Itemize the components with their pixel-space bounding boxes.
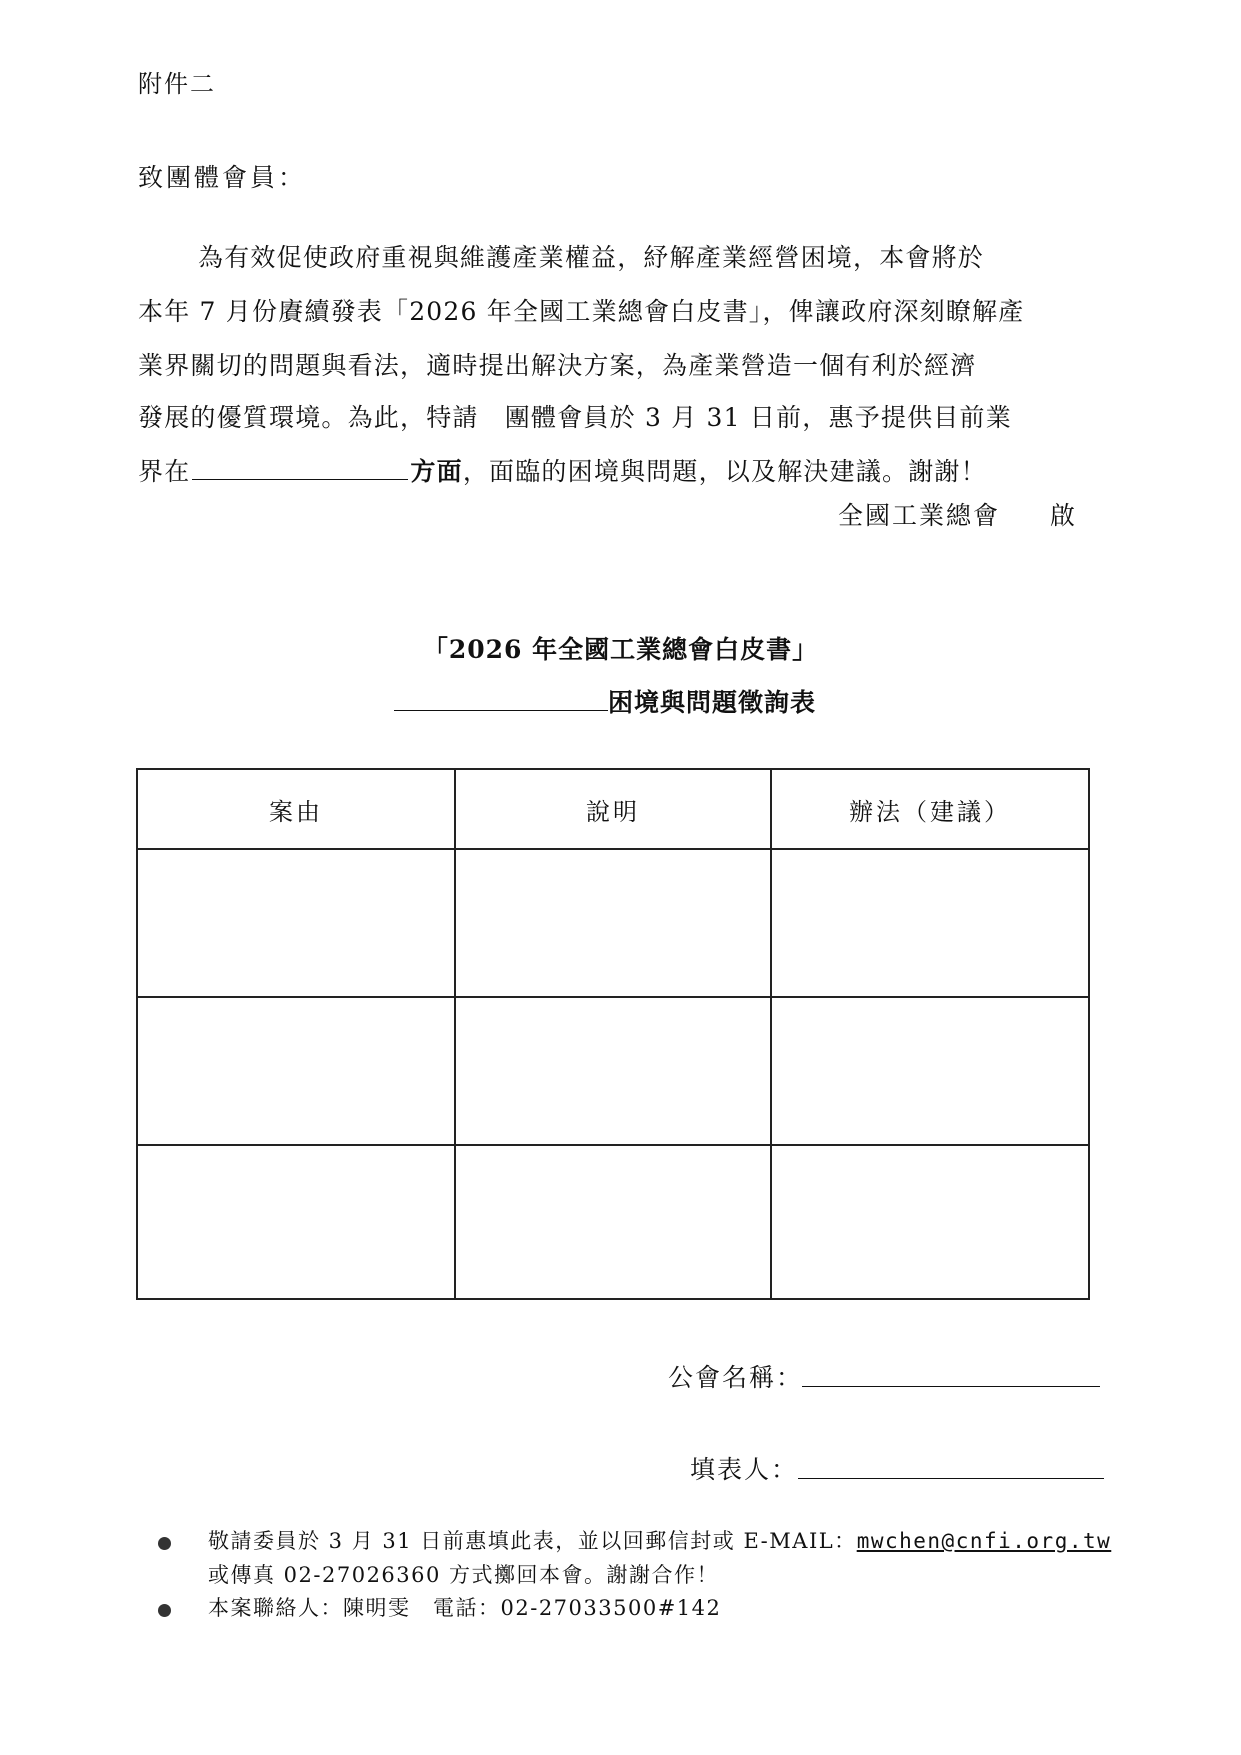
bullet-icon	[158, 1537, 171, 1550]
filler-field[interactable]	[798, 1478, 1104, 1479]
form-title: 「2026 年全國工業總會白皮書」	[422, 635, 819, 664]
note-1-line-2: 或傳真 02-27026360 方式擲回本會。謝謝合作！	[208, 1563, 720, 1587]
table-cell[interactable]	[456, 998, 770, 1144]
table-cell[interactable]	[456, 1146, 770, 1296]
table-cell[interactable]	[138, 850, 454, 996]
table-cell[interactable]	[456, 850, 770, 996]
filler-label: 填表人：	[690, 1455, 799, 1484]
table-cell[interactable]	[138, 1146, 454, 1296]
table-cell[interactable]	[138, 998, 454, 1144]
letter-line-5-suffix: ，面臨的困境與問題，以及解決建議。謝謝！	[462, 457, 987, 486]
bullet-icon	[158, 1604, 171, 1617]
salutation: 致團體會員：	[138, 163, 307, 192]
header-solution: 辦法（建議）	[849, 797, 1011, 826]
table-cell[interactable]	[772, 998, 1088, 1144]
table-cell[interactable]	[772, 850, 1088, 996]
signature-close: 啟	[1050, 501, 1078, 530]
table-cell[interactable]	[772, 1146, 1088, 1296]
letter-line-1: 為有效促使政府重視與維護產業權益，紓解產業經營困境，本會將於	[198, 243, 985, 272]
form-subtitle	[394, 683, 816, 719]
letter-line-4: 發展的優質環境。為此，特請 團體會員於 3 月 31 日前，惠予提供目前業	[138, 403, 1012, 432]
letter-line-3: 業界關切的問題與看法，適時提出解決方案，為產業營造一個有利於經濟	[138, 351, 977, 380]
association-name-label: 公會名稱：	[668, 1363, 804, 1392]
note-2: 本案聯絡人：陳明雯 電話：02-27033500#142	[208, 1596, 722, 1620]
industry-blank[interactable]	[192, 457, 408, 480]
header-cause: 案由	[269, 797, 323, 826]
note-1-text: 敬請委員於 3 月 31 日前惠填此表，並以回郵信封或 E-MAIL：	[208, 1529, 857, 1553]
association-name-field[interactable]	[802, 1386, 1100, 1387]
letter-line-5	[138, 452, 987, 488]
form-subtitle-text: 困境與問題徵詢表	[608, 688, 817, 717]
subtitle-blank[interactable]	[394, 688, 608, 711]
note-1-line-1	[208, 1525, 1111, 1555]
letter-line-5-prefix: 界在	[138, 457, 191, 486]
letter-line-5-aspect: 方面	[410, 457, 463, 486]
signature	[838, 496, 1077, 532]
attachment-label: 附件二	[138, 70, 216, 98]
inquiry-table	[136, 768, 1090, 1300]
email-link[interactable]: mwchen@cnfi.org.tw	[856, 1529, 1112, 1553]
letter-line-2: 本年 7 月份賡續發表「2026 年全國工業總會白皮書」，俾讓政府深刻瞭解產	[138, 297, 1025, 326]
signature-org: 全國工業總會	[838, 501, 1001, 530]
header-description: 說明	[586, 797, 640, 826]
